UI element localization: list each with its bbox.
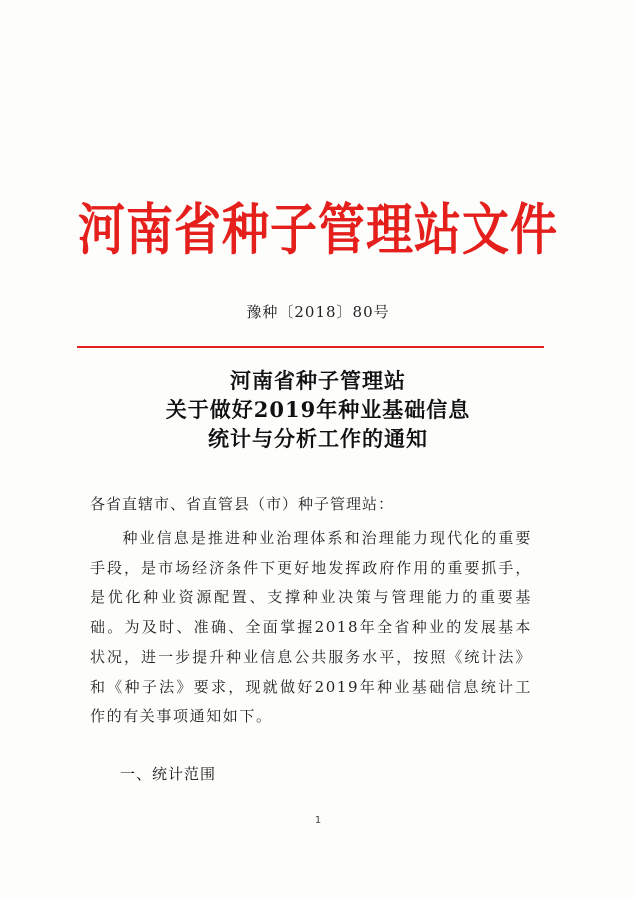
notice-title <box>0 366 636 453</box>
section-heading-1: 一、统计范围 <box>120 765 217 783</box>
body-paragraph <box>90 524 532 732</box>
notice-title-line-1: 河南省种子管理站 <box>230 368 406 393</box>
header-red-divider <box>77 346 544 348</box>
page-number: 1 <box>314 815 322 826</box>
body-paragraph-text: 种业信息是推进种业治理体系和治理能力现代化的重要手段，是市场经济条件下更好地发挥政府作用的重要抓手，是优化种业资源配置、支撑种业决策与管理能力的重要基础。为及时、准确、全面掌握2018年全省种业的发展基本状况，进一步提升种业信息公共服务水平，按照《统计法》和《种子法》要求，现就做好2019年种业基础信息统计工作的有关事项通知如下。 <box>90 529 532 726</box>
document-number: 豫种〔2018〕80号 <box>246 303 390 321</box>
salutation: 各省直辖市、省直管县（市）种子管理站： <box>90 495 395 513</box>
document-header-title: 河南省种子管理站文件 <box>78 198 558 264</box>
notice-title-line-3: 统计与分析工作的通知 <box>208 426 428 451</box>
notice-title-line-2: 关于做好2019年种业基础信息 <box>165 397 471 422</box>
